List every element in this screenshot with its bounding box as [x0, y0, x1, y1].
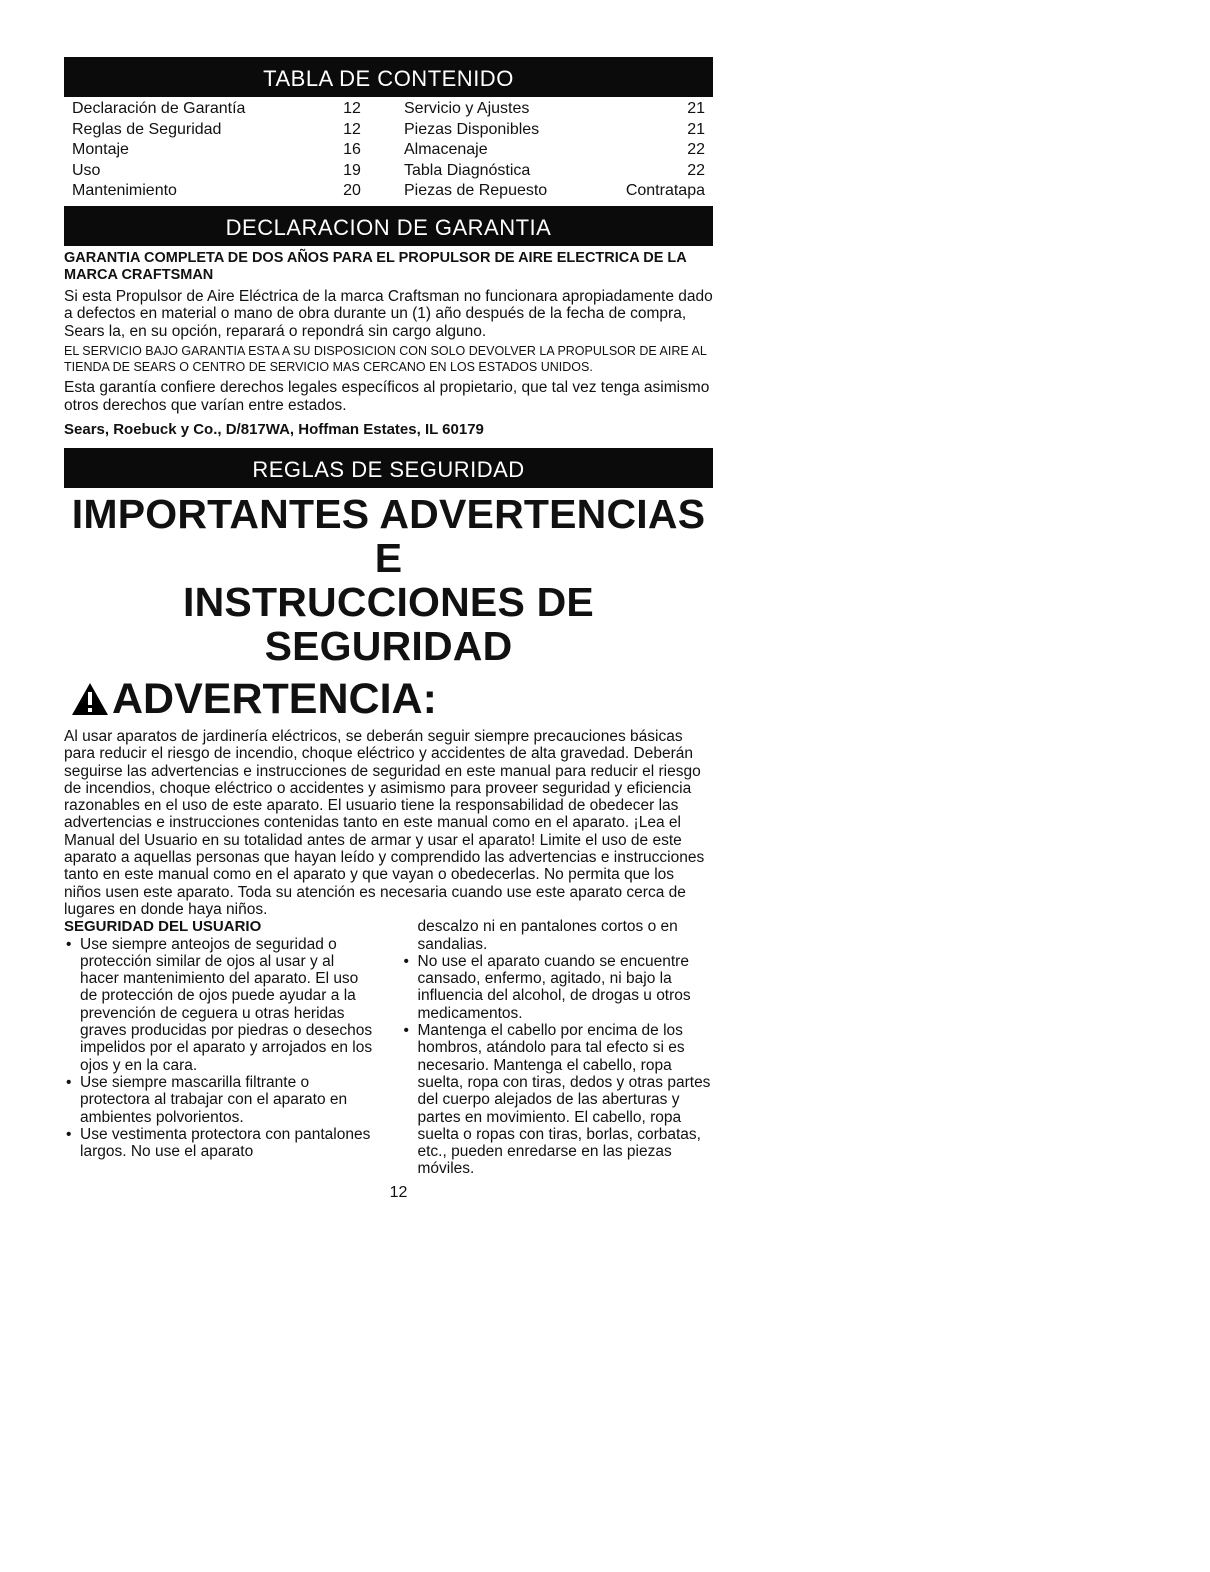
toc-label: Servicio y Ajustes — [404, 100, 530, 117]
toc-label: Uso — [72, 161, 101, 179]
toc-right-column — [404, 99, 705, 202]
manual-page — [64, 57, 713, 1202]
toc-row — [404, 99, 705, 120]
toc-label: Piezas de Repuesto — [404, 182, 548, 199]
toc-label: Reglas de Seguridad — [72, 120, 222, 138]
toc-heading: TABLA DE CONTENIDO — [64, 57, 713, 97]
toc-label: Piezas Disponibles — [404, 120, 540, 138]
list-item: • Mantenga el cabello por encima de los hombros, atándolo para tal efecto si es necesario. Mantenga el cabello, ropa suelta, ropa con tiras, dedos y otras partes del cuerpo alejados de las aberturas y partes en movimiento. El cabello, ropa suelta o ropas con tiras, borlas, corbatas, etc., pueden enredarse en las piezas móviles. — [402, 1022, 714, 1178]
toc-page: 22 — [687, 141, 705, 158]
toc-row — [72, 99, 372, 120]
toc-page: 19 — [343, 161, 361, 179]
right-bullet-list — [402, 953, 714, 1178]
toc-page: 12 — [343, 120, 361, 138]
page-number: 12 — [389, 1183, 408, 1201]
toc-row — [72, 181, 372, 202]
toc-label: Almacenaje — [404, 141, 488, 158]
toc-left-column — [72, 99, 372, 202]
user-safety-heading: SEGURIDAD DEL USUARIO — [64, 918, 262, 936]
list-item: • No use el aparato cuando se encuentre cansado, enfermo, agitado, ni bajo la influencia del alcohol, de drogas u otros medicamentos. — [402, 953, 714, 1022]
toc-label: Tabla Diagnóstica — [404, 161, 531, 179]
list-item: • Use siempre mascarilla filtrante o protectora al trabajar con el aparato en ambientes polvorientos. — [64, 1074, 376, 1126]
toc-row — [72, 140, 372, 161]
toc-page: 16 — [343, 141, 361, 158]
toc-label: Mantenimiento — [72, 182, 177, 199]
toc-page: 21 — [687, 120, 705, 138]
toc-page: 20 — [343, 182, 361, 199]
toc-label: Declaración de Garantía — [72, 100, 246, 117]
list-item: • Use siempre anteojos de seguridad o protección similar de ojos al usar y al hacer mantenimiento del aparato. El uso de protección de ojos puede ayudar a la prevención de ceguera u otras heridas graves producidas por piedras o desechos impelidos por el aparato y arrojados en los ojos y en la cara. — [64, 936, 376, 1074]
safety-left-column — [64, 918, 376, 1177]
sears-address: Sears, Roebuck y Co., D/817WA, Hoffman Estates, IL 60179 — [64, 421, 484, 438]
safety-title-line-2: INSTRUCCIONES DE SEGURIDAD — [183, 579, 594, 669]
safety-right-column — [402, 918, 714, 1177]
toc-row — [72, 120, 372, 141]
warranty-heading: DECLARACION DE GARANTIA — [64, 206, 713, 246]
table-of-contents — [64, 97, 713, 202]
warranty-title: GARANTIA COMPLETA DE DOS AÑOS PARA EL PROPULSOR DE AIRE ELECTRICA DE LA MARCA CRAFTSMAN — [64, 249, 687, 283]
list-item: • Use vestimenta protectora con pantalones largos. No use el aparato — [64, 1126, 376, 1161]
toc-row — [404, 140, 705, 161]
safety-title-line-1: IMPORTANTES ADVERTENCIAS E — [71, 491, 706, 581]
safety-heading: REGLAS DE SEGURIDAD — [64, 448, 713, 488]
safety-columns — [64, 918, 713, 1177]
toc-page: 22 — [687, 161, 705, 179]
warranty-paragraph: Si esta Propulsor de Aire Eléctrica de la marca Craftsman no funcionara apropiadamente dado a defectos en material o mano de obra durante un (1) año después de la fecha de compra, Sears la, en su opción, reparará o repondrá sin cargo alguno. — [64, 287, 713, 340]
warranty-service-paragraph: EL SERVICIO BAJO GARANTIA ESTA A SU DISPOSICION CON SOLO DEVOLVER LA PROPULSOR DE AIRE AL TIENDA DE SEARS O CENTRO DE SERVICIO MAS CERCANO EN LOS ESTADOS UNIDOS. — [64, 344, 707, 374]
toc-label: Montaje — [72, 141, 129, 158]
warning-heading — [70, 676, 713, 722]
toc-row — [404, 120, 705, 141]
toc-row — [72, 161, 372, 182]
toc-row — [404, 161, 705, 182]
warning-word: ADVERTENCIA: — [112, 675, 437, 723]
safety-intro-paragraph: Al usar aparatos de jardinería eléctricos, se deberán seguir siempre precauciones básicas para reducir el riesgo de incendio, choque eléctrico y accidentes de alta gravedad. Deberán seguirse las advertencias e instrucciones de seguridad en este manual para reducir el riesgo de incendios, choque eléctrico o accidentes y asimismo para proveer seguridad y eficiencia razonables en el uso de este aparato. El usuario tiene la responsabilidad de obedecer las advertencias e instrucciones contenidas tanto en este manual como en el aparato. ¡Lea el Manual del Usuario en su totalidad antes de armar y usar el aparato! Limite el uso de este aparato a aquellas personas que hayan leído y comprendido las advertencias e instrucciones tanto en este manual como en el aparato y que vayan o obedecerlas. No permita que los niños usen este aparato. Toda su atención es necesaria cuando use este aparato cerca de lugares en donde haya niños. — [64, 728, 705, 918]
safety-title — [64, 492, 713, 668]
toc-page: Contratapa — [625, 182, 705, 199]
left-bullet-list — [64, 936, 376, 1161]
toc-row — [404, 181, 705, 202]
toc-page: 12 — [343, 100, 361, 117]
toc-page: 21 — [687, 100, 705, 117]
warning-triangle-icon — [70, 681, 110, 717]
list-item-continuation: descalzo ni en pantalones cortos o en sandalias. — [417, 918, 678, 953]
warranty-rights-paragraph: Esta garantía confiere derechos legales específicos al propietario, que tal vez tenga asimismo otros derechos que varían entre estados. — [64, 379, 710, 414]
